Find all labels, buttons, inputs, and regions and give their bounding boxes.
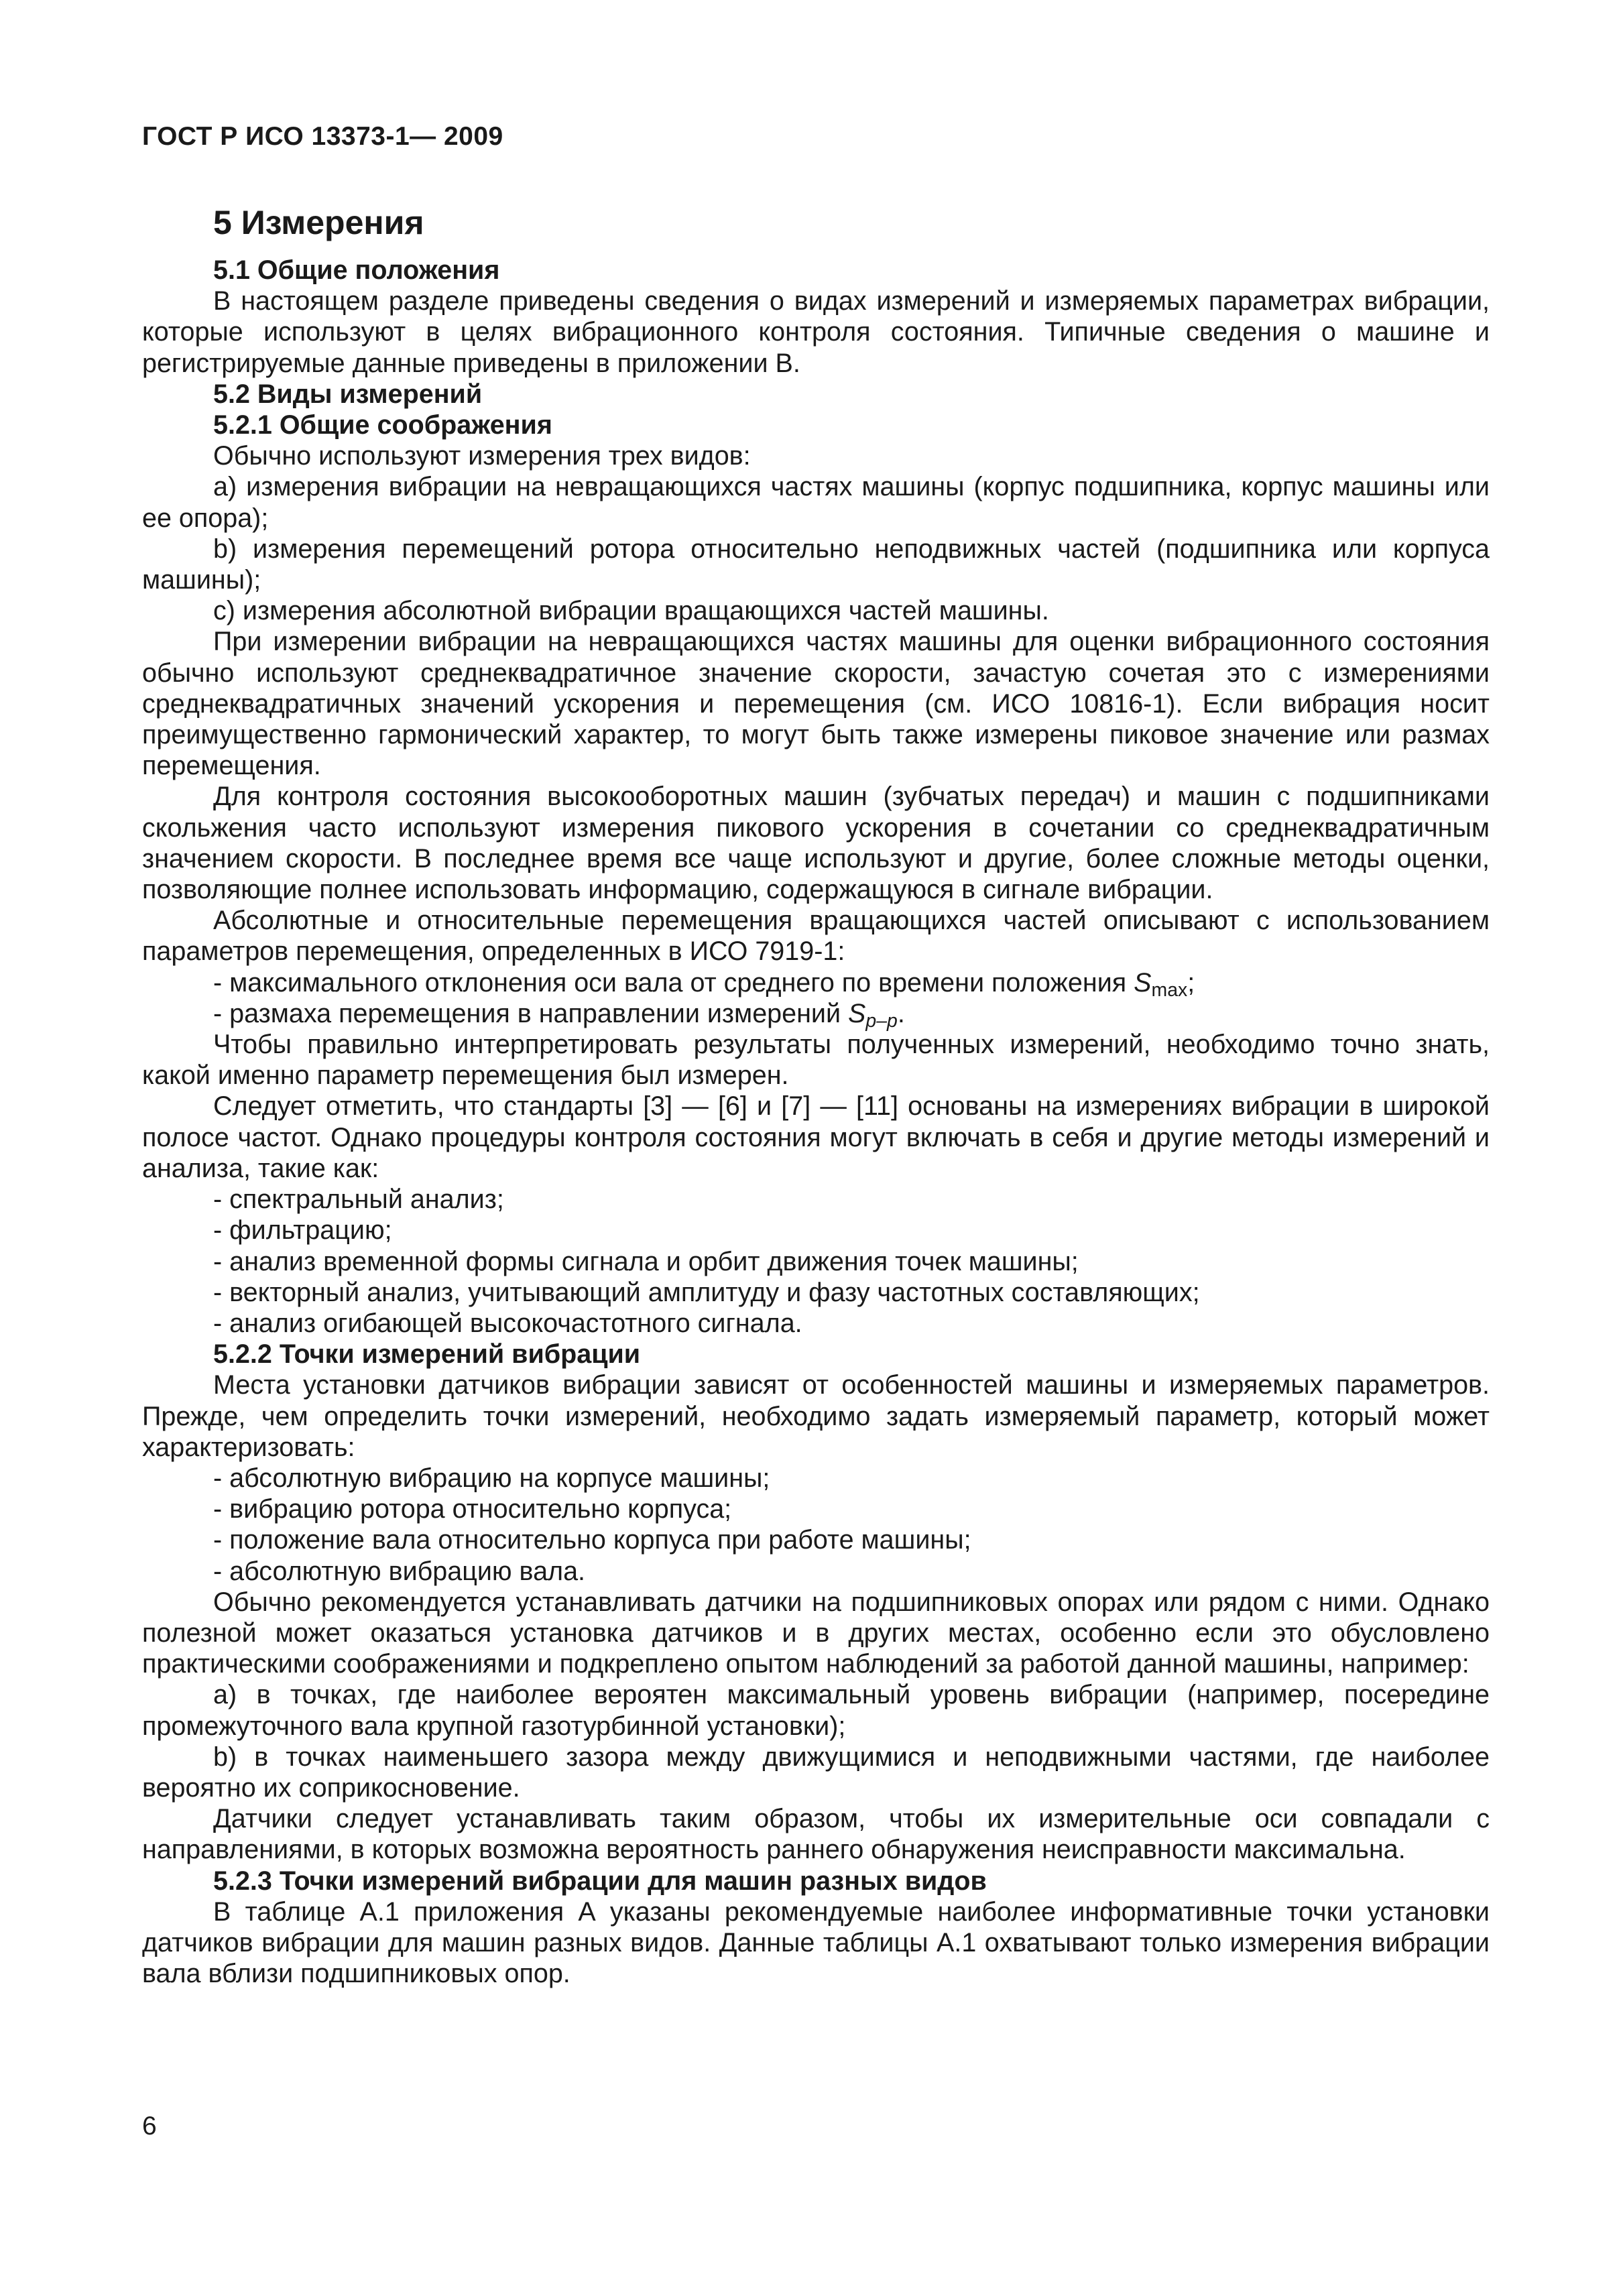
list-item: - абсолютную вибрацию вала. — [213, 1556, 586, 1586]
subsection-heading-5-2-2: 5.2.2 Точки измерений вибрации — [213, 1339, 641, 1370]
subscript-max: max — [1151, 979, 1188, 1001]
paragraph: Чтобы правильно интерпретировать результаты полученных измерений, необходимо точно знать, какой именно параметр перемещения был измерен. — [142, 1030, 1490, 1091]
list-item: - абсолютную вибрацию на корпусе машины; — [213, 1463, 770, 1493]
parameter-smax-text: - максимального отклонения оси вала от среднего по времени положения — [213, 967, 1134, 998]
list-item-c: c) измерения абсолютной вибрации вращающихся частей машины. — [213, 596, 1049, 626]
list-item: - анализ огибающей высокочастотного сигнала. — [213, 1308, 802, 1338]
paragraph: Обычно рекомендуется устанавливать датчики на подшипниковых опорах или рядом с ними. Однако полезной может оказаться установка датчиков и в других местах, особенно если это обусловлено практическими соображениями и подкреплено опытом наблюдений за работой данной машины, например: — [142, 1587, 1490, 1679]
list-item: - фильтрацию; — [213, 1215, 392, 1246]
paragraph: Датчики следует устанавливать таким образом, чтобы их измерительные оси совпадали с направлениями, в которых возможна вероятность раннего обнаружения неисправности максимальна. — [142, 1804, 1490, 1865]
paragraph: Абсолютные и относительные перемещения вращающихся частей описывают с использованием параметров перемещения, определенных в ИСО 7919-1: — [142, 906, 1490, 967]
symbol-s: S — [1134, 967, 1152, 998]
punctuation: ; — [1187, 967, 1195, 998]
list-item: - положение вала относительно корпуса при работе машины; — [213, 1525, 971, 1555]
paragraph: При измерении вибрации на невращающихся частях машины для оценки вибрационного состояния обычно используют среднеквадратичное значение скорости, зачастую сочетая это с измерениями среднеквадратичных значений ускорения и перемещения (см. ИСО 10816-1). Если вибрация носит преимущественно гармонический характер, то могут быть также измерены пиковое значение или размах перемещения. — [142, 627, 1490, 781]
paragraph: Места установки датчиков вибрации зависят от особенностей машины и измеряемых параметров. Прежде, чем определить точки измерений, необходимо задать измеряемый параметр, который может характеризовать: — [142, 1370, 1490, 1462]
punctuation: . — [897, 998, 905, 1028]
parameter-spp-line — [142, 998, 1490, 1032]
subscript-p-p: p–p — [865, 1010, 898, 1032]
symbol-s: S — [848, 998, 866, 1028]
paragraph: В настоящем разделе приведены сведения о видах измерений и измеряемых параметрах вибрации, которые используют в целях вибрационного контроля состояния. Типичные сведения о машине и регистрируемые данные приведены в приложении В. — [142, 286, 1490, 378]
paragraph: Следует отметить, что стандарты [3] — [6] и [7] — [11] основаны на измерениях вибрации в широкой полосе частот. Однако процедуры контроля состояния могут включать в себя и другие методы измерений и анализа, такие как: — [142, 1091, 1490, 1183]
list-item: - анализ временной формы сигнала и орбит движения точек машины; — [213, 1246, 1079, 1276]
paragraph: Обычно используют измерения трех видов: — [213, 441, 751, 471]
list-item: - спектральный анализ; — [213, 1185, 504, 1215]
list-item-b: b) измерения перемещений ротора относительно неподвижных частей (подшипника или корпуса машины); — [142, 534, 1490, 595]
parameter-spp-text: - размаха перемещения в направлении измерений — [213, 998, 849, 1028]
list-item-a: а) в точках, где наиболее вероятен максимальный уровень вибрации (например, посередине промежуточного вала крупной газотурбинной установки); — [142, 1680, 1490, 1741]
document-header: ГОСТ Р ИСО 13373-1— 2009 — [142, 122, 503, 151]
subsection-heading-5-2-1: 5.2.1 Общие соображения — [213, 410, 552, 440]
page-number: 6 — [142, 2112, 157, 2140]
list-item-a: а) измерения вибрации на невращающихся частях машины (корпус подшипника, корпус машины или ее опора); — [142, 472, 1490, 533]
subsection-heading-5-1: 5.1 Общие положения — [213, 255, 500, 285]
document-body — [142, 255, 1490, 1989]
paragraph: Для контроля состояния высокооборотных машин (зубчатых передач) и машин с подшипниками скольжения часто используют измерения пикового ускорения в сочетании со среднеквадратичным значением скорости. В последнее время все чаще используют и другие, более сложные методы оценки, позволяющие полнее использовать информацию, содержащуюся в сигнале вибрации. — [142, 782, 1490, 905]
list-item: - векторный анализ, учитывающий амплитуду и фазу частотных составляющих; — [213, 1277, 1200, 1307]
section-title: 5 Измерения — [213, 204, 424, 241]
list-item: - вибрацию ротора относительно корпуса; — [213, 1494, 732, 1524]
subsection-heading-5-2: 5.2 Виды измерений — [213, 379, 483, 409]
paragraph: В таблице А.1 приложения А указаны рекомендуемые наиболее информативные точки установки датчиков вибрации для машин разных видов. Данные таблицы А.1 охватывают только измерения вибрации вала вблизи подшипниковых опор. — [142, 1896, 1490, 1989]
parameter-smax-line — [142, 967, 1490, 1001]
list-item-b: b) в точках наименьшего зазора между движущимися и неподвижными частями, где наиболее вероятно их соприкосновение. — [142, 1742, 1490, 1803]
subsection-heading-5-2-3: 5.2.3 Точки измерений вибрации для машин разных видов — [213, 1866, 987, 1896]
